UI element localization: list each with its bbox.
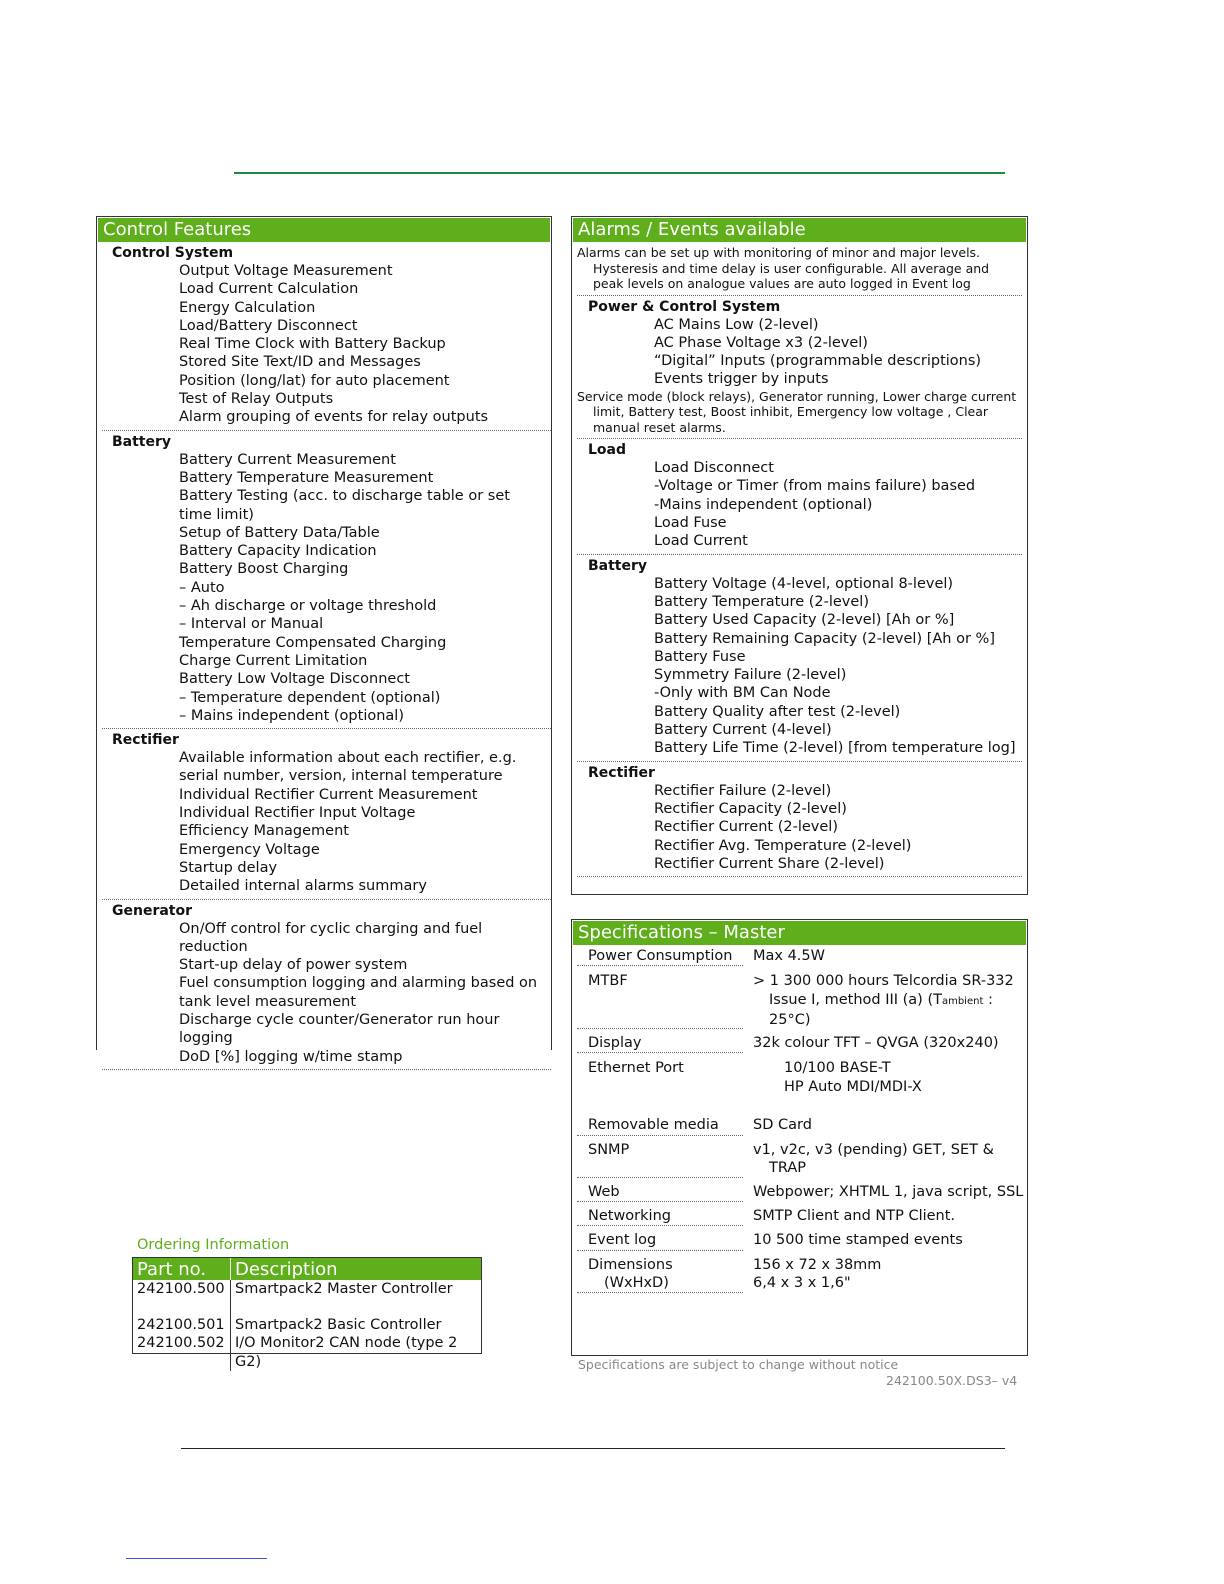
list-item: Battery Temperature (2-level) [654,593,869,610]
snmp-line-1: v1, v2c, v3 (pending) GET, SET & [753,1141,994,1158]
ordering-information-title: Ordering Information [137,1237,290,1253]
list-item: Battery Used Capacity (2-level) [Ah or %] [654,612,955,629]
list-item: Position (long/lat) for auto placement [179,372,450,389]
specifications-header: Specifications – Master [573,921,1026,945]
list-item: Rectifier Avg. Temperature (2-level) [654,837,912,854]
list-item: Fuel consumption logging and alarming based on tank level measurement [179,975,538,1010]
list-item: Load Fuse [654,515,727,532]
spec-row-dimensions [577,1256,1027,1294]
spec-key: Event log [577,1231,743,1250]
part-number-cell: 242100.502 [133,1334,231,1371]
dimensions-sublabel: (WxHxD) [604,1274,669,1291]
list-item: Startup delay [179,859,278,876]
list-item: AC Mains Low (2-level) [654,316,819,333]
alarm-section-power-control [577,296,1022,440]
alarm-sections [572,439,1027,877]
list-item: “Digital” Inputs (programmable descriptions) [654,353,982,370]
list-item: Discharge cycle counter/Generator run hour logging [179,1011,500,1047]
list-item: Battery Remaining Capacity (2-level) [Ah or %] [654,630,995,647]
dimensions-line-1: 156 x 72 x 38mm [753,1256,882,1273]
spec-value: Max 4.5W [753,948,825,964]
snmp-line-2: TRAP [769,1160,807,1177]
spec-key: SNMP [577,1141,743,1178]
list-item: Emergency Voltage [179,841,320,858]
specifications-panel [571,919,1028,1356]
spec-row-power [577,947,1027,966]
alarms-events-header: Alarms / Events available [573,218,1026,242]
control-features-sections [97,242,551,1070]
spec-value: 10 500 time stamped events [753,1232,963,1249]
list-item: – Mains independent (optional) [179,707,404,724]
list-item: Available information about each rectifier, e.g. serial number, version, internal temperature [179,750,517,785]
section-title: Load [588,442,627,459]
spec-value [753,972,1027,1029]
list-item: -Voltage or Timer (from mains failure) based [654,478,976,495]
mtbf-line-1: > 1 300 000 hours Telcordia SR-332 [753,973,1014,990]
spec-row-mtbf [577,972,1027,1029]
list-item: Rectifier Failure (2-level) [654,782,832,799]
control-section-rectifier [102,729,551,899]
description-cell: Smartpack2 Basic Controller [235,1317,442,1333]
list-item: Load Current [654,533,748,550]
list-item: Charge Current Limitation [179,652,368,669]
spec-row-snmp [577,1141,1027,1178]
list-item: Rectifier Current (2-level) [654,819,838,836]
document-id: 242100.50X.DS3– v4 [886,1373,1018,1388]
ordering-header-row [133,1258,481,1280]
ethernet-line-1: 10/100 BASE-T [784,1060,891,1077]
table-row [133,1316,481,1334]
mtbf-line-2b: : 25°C) [769,991,993,1028]
spec-key: Power Consumption [577,947,743,966]
list-item: Battery Low Voltage Disconnect [179,671,410,688]
list-item: Battery Voltage (4-level, optional 8-level) [654,575,954,592]
spec-value [753,1059,1027,1112]
description-column-header: Description [231,1258,482,1280]
spec-value [753,1141,1027,1178]
table-row [133,1280,481,1316]
list-item: Start-up delay of power system [179,957,408,974]
spec-key [577,1256,743,1294]
spec-key: Networking [577,1207,743,1226]
spec-row-media [577,1116,1027,1135]
spec-value: SD Card [753,1117,812,1134]
list-item: -Only with BM Can Node [654,685,831,702]
list-item: DoD [%] logging w/time stamp [179,1048,403,1065]
list-item: Load Disconnect [654,460,774,477]
section-title: Control System [112,245,234,261]
list-item: Temperature Compensated Charging [179,634,447,651]
list-item: On/Off control for cyclic charging and fuel reduction [179,920,483,955]
list-item: Output Voltage Measurement [179,263,393,279]
spec-key: Display [577,1034,743,1053]
list-item: Test of Relay Outputs [179,391,334,408]
mtbf-line-2 [753,991,1027,1030]
bottom-rule [181,1448,1005,1449]
list-item: Individual Rectifier Current Measurement [179,786,478,803]
list-item: – Interval or Manual [179,616,324,633]
ordering-table-grid [133,1258,481,1371]
table-row [133,1334,481,1371]
list-item: Load Current Calculation [179,281,359,298]
part-number-cell: 242100.500 [133,1280,231,1316]
list-item: Rectifier Current Share (2-level) [654,855,885,872]
section-title: Battery [112,433,172,450]
list-item: – Auto [179,579,225,596]
dimensions-label: Dimensions [588,1256,673,1273]
control-section-battery [102,431,551,729]
section-title: Rectifier [588,764,655,781]
list-item: Battery Temperature Measurement [179,469,434,486]
spec-row-ethernet [577,1059,1027,1112]
spec-key: Removable media [577,1116,743,1135]
list-item: Setup of Battery Data/Table [179,524,380,541]
list-item: Events trigger by inputs [654,371,829,388]
list-item: Battery Life Time (2-level) [from temperature log] [654,740,1016,757]
list-item: Battery Current (4-level) [654,722,832,739]
list-item: Battery Capacity Indication [179,543,377,560]
alarms-intro: Alarms can be set up with monitoring of minor and major levels. Hysteresis and time delay is user configurable. All average and peak levels on analogue values are auto logged in Event log [577,242,1022,296]
part-number-column-header: Part no. [133,1258,231,1280]
spec-row-display [577,1034,1027,1053]
list-item: Real Time Clock with Battery Backup [179,336,446,353]
list-item: Battery Current Measurement [179,451,396,468]
spec-value [753,1256,1027,1294]
alarm-section-rectifier [577,762,1022,877]
spec-value: Webpower; XHTML 1, java script, SSL [753,1183,1024,1200]
spec-key: MTBF [577,972,743,1029]
section-title: Generator [112,902,193,919]
list-item: Battery Testing (acc. to discharge table or set time limit) [179,488,510,523]
list-item: Energy Calculation [179,299,316,316]
list-item: – Temperature dependent (optional) [179,689,441,706]
alarm-section-load [577,439,1022,554]
top-green-rule [234,172,1005,174]
list-item: Stored Site Text/ID and Messages [179,354,421,371]
service-mode-note: Service mode (block relays), Generator running, Lower charge current limit, Battery test, Boost inhibit, Emergency low voltage , Clear manual reset alarms. [577,388,1017,435]
list-item: Rectifier Capacity (2-level) [654,800,847,817]
control-section-generator [102,900,551,1070]
spec-key: Ethernet Port [588,1060,684,1077]
list-item: Load/Battery Disconnect [179,317,358,334]
section-title: Power & Control System [588,298,781,315]
list-item: Symmetry Failure (2-level) [654,667,847,684]
spec-value: SMTP Client and NTP Client. [753,1208,956,1225]
list-item: Battery Fuse [654,648,746,665]
control-features-panel [96,216,552,1065]
description-cell: I/O Monitor2 CAN node (type 2 G2) [235,1335,458,1370]
specs-disclaimer: Specifications are subject to change without notice [578,1357,899,1372]
alarms-events-panel [571,216,1028,895]
spec-value: 32k colour TFT – QVGA (320x240) [753,1035,999,1052]
footer-link-underline [126,1558,267,1559]
part-number-cell: 242100.501 [133,1316,231,1334]
list-item: Efficiency Management [179,823,349,840]
ordering-table [132,1257,482,1370]
ethernet-line-2: HP Auto MDI/MDI-X [784,1078,922,1095]
section-title: Battery [588,557,648,574]
power-control-items [588,316,1022,389]
list-item: -Mains independent (optional) [654,496,873,513]
list-item: – Ah discharge or voltage threshold [179,598,437,615]
list-item: Individual Rectifier Input Voltage [179,805,416,822]
list-item: Battery Boost Charging [179,561,349,578]
spec-row-event-log [577,1231,1027,1250]
control-features-header: Control Features [98,218,550,242]
section-title: Rectifier [112,732,179,749]
alarm-section-battery [577,555,1022,762]
mtbf-subscript: ambient [941,995,984,1007]
list-item: AC Phase Voltage x3 (2-level) [654,334,868,351]
description-cell: Smartpack2 Master Controller [235,1281,453,1297]
spec-row-web [577,1183,1027,1202]
control-section-control-system [102,242,551,431]
spec-row-networking [577,1207,1027,1226]
list-item: Alarm grouping of events for relay outputs [179,409,489,426]
dimensions-line-2: 6,4 x 3 x 1,6" [753,1274,851,1291]
spec-key: Web [577,1183,743,1202]
list-item: Detailed internal alarms summary [179,878,427,895]
list-item: Battery Quality after test (2-level) [654,703,901,720]
mtbf-line-2a: Issue I, method III (a) (T [769,991,942,1008]
